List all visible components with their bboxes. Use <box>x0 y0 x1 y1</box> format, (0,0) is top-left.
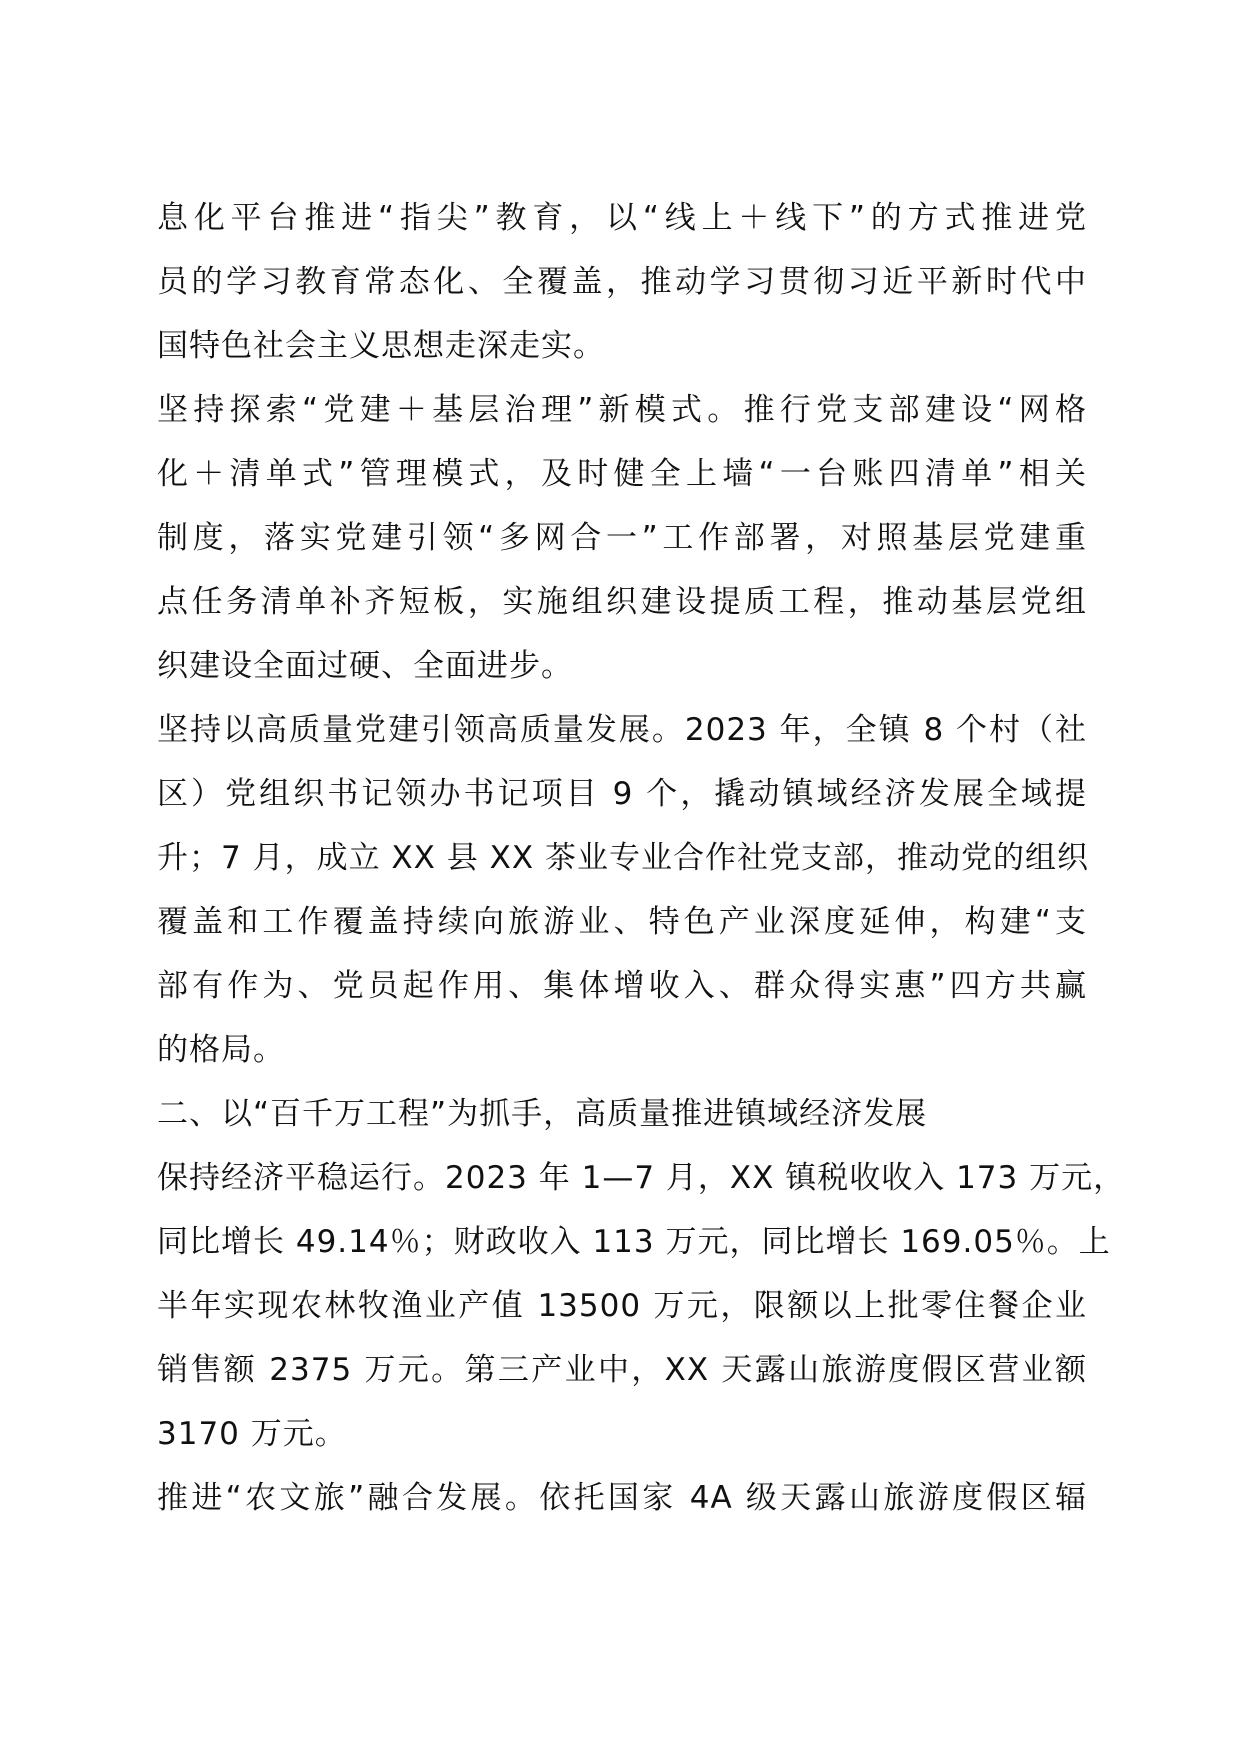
text-line: 员的学习教育常态化、全覆盖，推动学习贯彻习近平新时代中 <box>157 264 1087 300</box>
text-line: 化＋清单式”管理模式，及时健全上墙“一台账四清单”相关 <box>157 456 1087 492</box>
text-line: 息化平台推进“指尖”教育，以“线上＋线下”的方式推进党 <box>157 200 1087 236</box>
document-body <box>157 186 1126 1530</box>
text-line: 坚持以高质量党建引领高质量发展。2023 年，全镇 8 个村（社 <box>157 712 1087 748</box>
text-line: 升；7 月，成立 XX 县 XX 茶业专业合作社党支部，推动党的组织 <box>157 840 1089 876</box>
text-line: 的格局。 <box>157 1032 285 1068</box>
text-line: 制度，落实党建引领“多网合一”工作部署，对照基层党建重 <box>157 520 1087 556</box>
text-line: 区）党组织书记领办书记项目 9 个，撬动镇域经济发展全域提 <box>157 776 1087 812</box>
text-line: 保持经济平稳运行。2023 年 1—7 月，XX 镇税收收入 173 万元， <box>157 1160 1126 1196</box>
text-line: 坚持探索“党建＋基层治理”新模式。推行党支部建设“网格 <box>157 392 1087 428</box>
text-line: 点任务清单补齐短板，实施组织建设提质工程，推动基层党组 <box>157 584 1087 620</box>
section-heading: 二、以“百千万工程”为抓手，高质量推进镇域经济发展 <box>157 1096 928 1132</box>
text-line: 推进“农文旅”融合发展。依托国家 4A 级天露山旅游度假区辐 <box>157 1480 1087 1516</box>
text-line: 织建设全面过硬、全面进步。 <box>157 648 573 684</box>
text-line: 覆盖和工作覆盖持续向旅游业、特色产业深度延伸，构建“支 <box>157 904 1087 940</box>
text-line: 半年实现农林牧渔业产值 13500 万元，限额以上批零住餐企业 <box>157 1288 1087 1324</box>
text-line: 3170 万元。 <box>157 1416 347 1452</box>
text-line: 部有作为、党员起作用、集体增收入、群众得实惠”四方共赢 <box>157 968 1087 1004</box>
text-line: 销售额 2375 万元。第三产业中，XX 天露山旅游度假区营业额 <box>157 1352 1087 1388</box>
text-line: 同比增长 49.14％；财政收入 113 万元，同比增长 169.05％。上 <box>157 1224 1111 1260</box>
text-line: 国特色社会主义思想走深走实。 <box>157 328 605 364</box>
